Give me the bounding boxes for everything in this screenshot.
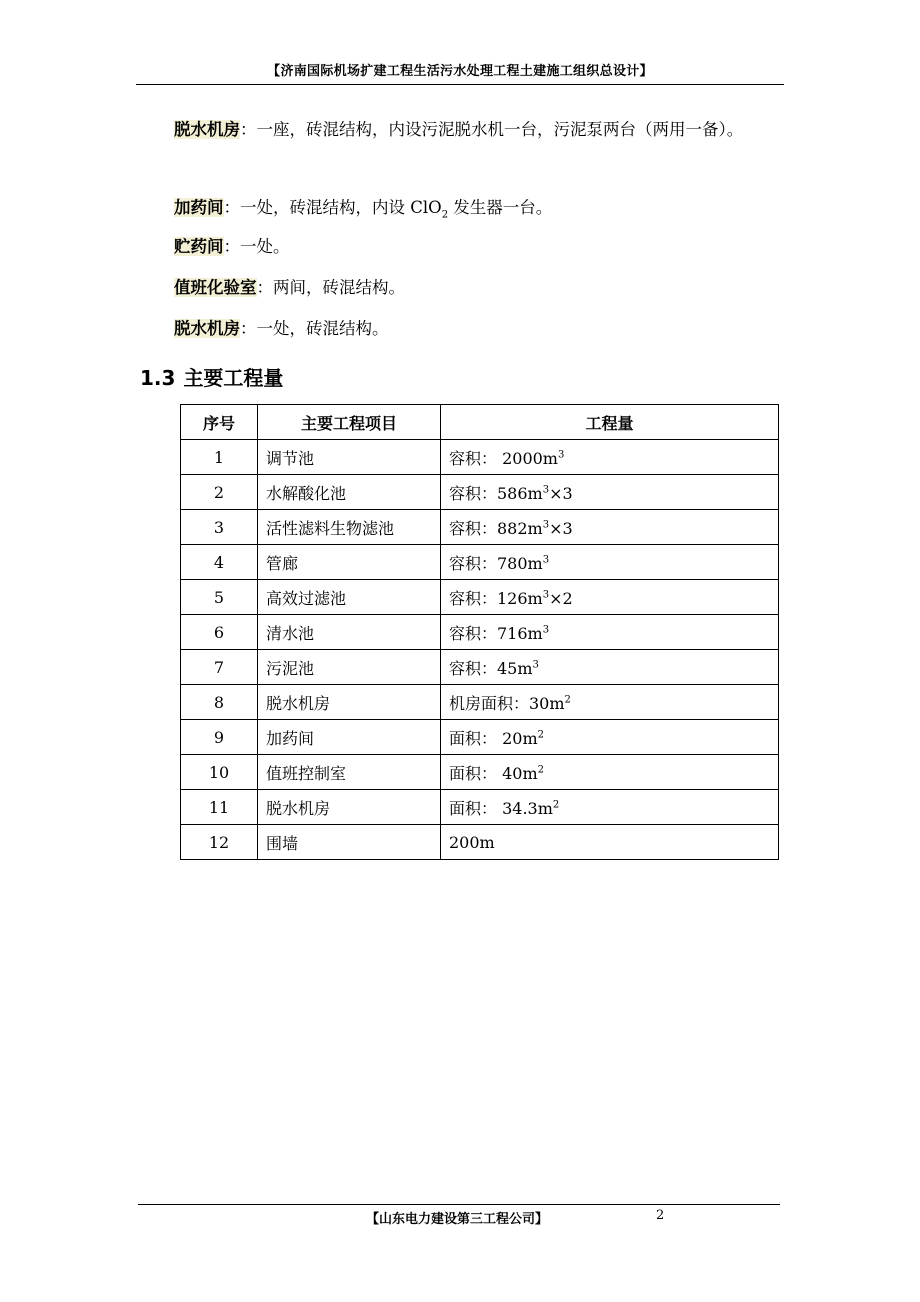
table-row bbox=[181, 440, 779, 475]
footer-company: 【山东电力建设第三工程公司】 bbox=[366, 1212, 549, 1227]
quantity-value: 容积：45m bbox=[449, 658, 533, 678]
cell-item: 管廊 bbox=[258, 545, 441, 580]
cell-quantity bbox=[441, 790, 779, 825]
quantity-value: 容积：780m bbox=[449, 553, 543, 573]
quantity-multiplier: ×3 bbox=[549, 483, 573, 503]
quantity-value: 容积：882m bbox=[449, 518, 543, 538]
paragraph-text: ：一处，砖混结构。 bbox=[240, 319, 389, 338]
unit-exponent: 3 bbox=[542, 484, 550, 496]
cell-item: 脱水机房 bbox=[258, 790, 441, 825]
cell-quantity bbox=[441, 825, 779, 860]
cell-no: 9 bbox=[181, 720, 258, 755]
quantity-value: 面积： 20m bbox=[449, 728, 538, 748]
cell-item: 值班控制室 bbox=[258, 755, 441, 790]
cell-quantity bbox=[441, 650, 779, 685]
unit-exponent: 2 bbox=[537, 764, 544, 776]
paragraph-text: ：一座，砖混结构，内设污泥脱水机一台，污泥泵两台（两用一备）。 bbox=[240, 120, 744, 139]
cell-no: 7 bbox=[181, 650, 258, 685]
cell-item: 脱水机房 bbox=[258, 685, 441, 720]
column-header-no: 序号 bbox=[181, 405, 258, 440]
table-row bbox=[181, 825, 779, 860]
cell-item: 围墙 bbox=[258, 825, 441, 860]
cell-quantity bbox=[441, 440, 779, 475]
cell-no: 8 bbox=[181, 685, 258, 720]
table-row bbox=[181, 650, 779, 685]
quantity-value: 容积：586m bbox=[449, 483, 543, 503]
quantity-value: 200m bbox=[449, 832, 495, 852]
cell-no: 2 bbox=[181, 475, 258, 510]
cell-no: 11 bbox=[181, 790, 258, 825]
cell-no: 4 bbox=[181, 545, 258, 580]
unit-exponent: 2 bbox=[537, 729, 544, 741]
section-title: 主要工程量 bbox=[183, 366, 284, 390]
paragraph-label: 脱水机房 bbox=[174, 319, 240, 338]
unit-exponent: 3 bbox=[542, 624, 550, 636]
cell-quantity bbox=[441, 685, 779, 720]
column-header-item: 主要工程项目 bbox=[258, 405, 441, 440]
cell-quantity bbox=[441, 755, 779, 790]
quantity-value: 面积： 34.3m bbox=[449, 798, 553, 818]
cell-quantity bbox=[441, 545, 779, 580]
cell-no: 1 bbox=[181, 440, 258, 475]
header-divider bbox=[136, 84, 784, 85]
cell-item: 调节池 bbox=[258, 440, 441, 475]
page-header: 【济南国际机场扩建工程生活污水处理工程土建施工组织总设计】 bbox=[267, 64, 653, 79]
unit-exponent: 3 bbox=[542, 589, 550, 601]
paragraph-text: ：两间，砖混结构。 bbox=[256, 278, 405, 297]
cell-no: 10 bbox=[181, 755, 258, 790]
quantity-value: 容积： 2000m bbox=[449, 448, 558, 468]
unit-exponent: 3 bbox=[542, 554, 550, 566]
cell-no: 12 bbox=[181, 825, 258, 860]
cell-item: 加药间 bbox=[258, 720, 441, 755]
footer-divider bbox=[138, 1204, 780, 1205]
paragraph-dewatering-room bbox=[140, 114, 814, 145]
cell-quantity bbox=[441, 720, 779, 755]
table-row bbox=[181, 720, 779, 755]
quantity-value: 机房面积：30m bbox=[449, 693, 565, 713]
table-row bbox=[181, 475, 779, 510]
cell-item: 清水池 bbox=[258, 615, 441, 650]
subscript: 2 bbox=[441, 209, 449, 221]
cell-item: 活性滤料生物滤池 bbox=[258, 510, 441, 545]
cell-quantity bbox=[441, 510, 779, 545]
table-header-row bbox=[181, 405, 779, 440]
quantity-value: 容积：716m bbox=[449, 623, 543, 643]
cell-item: 污泥池 bbox=[258, 650, 441, 685]
table-row bbox=[181, 615, 779, 650]
paragraph-dewatering-room-2 bbox=[140, 313, 814, 344]
table-row bbox=[181, 790, 779, 825]
paragraph-text: ：一处，砖混结构，内设 ClO bbox=[223, 198, 442, 217]
paragraph-label: 脱水机房 bbox=[174, 120, 240, 139]
paragraph-label: 加药间 bbox=[174, 198, 224, 217]
section-heading bbox=[140, 362, 283, 391]
quantity-multiplier: ×2 bbox=[549, 588, 573, 608]
cell-quantity bbox=[441, 580, 779, 615]
cell-quantity bbox=[441, 475, 779, 510]
table-row bbox=[181, 510, 779, 545]
cell-no: 5 bbox=[181, 580, 258, 615]
unit-exponent: 3 bbox=[542, 519, 550, 531]
cell-no: 3 bbox=[181, 510, 258, 545]
cell-no: 6 bbox=[181, 615, 258, 650]
quantities-table bbox=[180, 404, 779, 860]
column-header-quantity: 工程量 bbox=[441, 405, 779, 440]
paragraph-storage-room bbox=[140, 231, 814, 262]
unit-exponent: 3 bbox=[532, 659, 539, 671]
unit-exponent: 2 bbox=[552, 799, 560, 811]
cell-item: 高效过滤池 bbox=[258, 580, 441, 615]
page-number: 2 bbox=[656, 1208, 665, 1223]
unit-exponent: 3 bbox=[557, 449, 565, 461]
paragraph-text: 发生器一台。 bbox=[448, 198, 553, 217]
cell-item: 水解酸化池 bbox=[258, 475, 441, 510]
paragraph-dosing-room bbox=[140, 192, 814, 230]
table-row bbox=[181, 755, 779, 790]
paragraph-label: 值班化验室 bbox=[174, 278, 257, 297]
paragraph-label: 贮药间 bbox=[174, 237, 224, 256]
quantity-multiplier: ×3 bbox=[549, 518, 573, 538]
quantity-value: 容积：126m bbox=[449, 588, 543, 608]
paragraph-text: ：一处。 bbox=[223, 237, 290, 256]
table-row bbox=[181, 685, 779, 720]
cell-quantity bbox=[441, 615, 779, 650]
section-number: 1.3 bbox=[140, 366, 176, 390]
table-row bbox=[181, 545, 779, 580]
unit-exponent: 2 bbox=[564, 694, 571, 706]
paragraph-lab-room bbox=[140, 272, 814, 303]
table-row bbox=[181, 580, 779, 615]
quantity-value: 面积： 40m bbox=[449, 763, 538, 783]
